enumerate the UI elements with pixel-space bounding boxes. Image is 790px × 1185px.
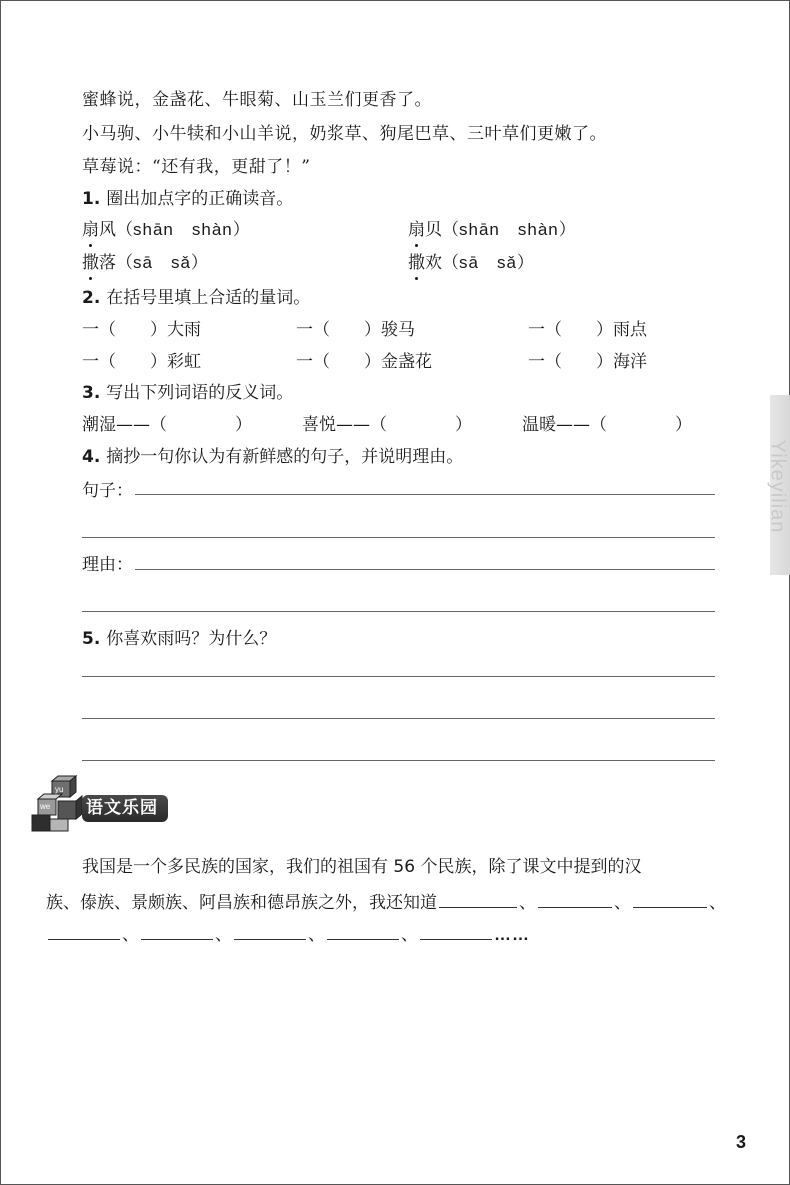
ethnic-group-blank[interactable] [234, 938, 306, 940]
q1-dotted-char: 撒 [82, 253, 99, 273]
ethnic-group-blank[interactable] [420, 938, 492, 940]
q3-item-2: 喜悦——（ ） [302, 415, 472, 435]
q3-item-3: 温暖——（ ） [522, 415, 692, 435]
q3-answer-blank[interactable]: （ ） [150, 415, 252, 435]
q1-pinyin-options[interactable]: shān shàn [133, 220, 233, 239]
sentence-answer-line-2[interactable] [82, 537, 715, 538]
question-5-title [82, 624, 276, 649]
q1-item-1: 扇风（shān shàn） [82, 220, 250, 240]
q1-dotted-char: 撒 [408, 253, 425, 273]
cube-letters-1: yu [55, 785, 64, 794]
sentence-answer-line-1[interactable] [135, 494, 715, 495]
question-2-title [82, 283, 310, 308]
question-4-number: 4. [82, 447, 101, 467]
question-1-title [82, 184, 293, 209]
page-number: 3 [736, 1132, 747, 1152]
ethnic-group-blank[interactable] [439, 906, 517, 908]
reason-label: 理由： [82, 555, 133, 575]
q3-answer-blank[interactable]: （ ） [370, 415, 472, 435]
q2-item-4[interactable]: 一（ ）彩虹 [82, 352, 201, 372]
ethnic-group-blank[interactable] [633, 906, 707, 908]
question-2-text: 在括号里填上合适的量词。 [106, 288, 311, 308]
q1-pinyin-options[interactable]: sā sǎ [459, 253, 517, 272]
section-title: 语文乐园 [82, 795, 168, 822]
q2-item-3[interactable]: 一（ ）雨点 [528, 320, 647, 340]
q5-answer-line-1[interactable] [82, 676, 715, 677]
reason-answer-line-1[interactable] [135, 569, 715, 570]
question-4-title [82, 442, 463, 467]
q2-item-5[interactable]: 一（ ）金盏花 [296, 352, 432, 372]
q2-item-2[interactable]: 一（ ）骏马 [296, 320, 415, 340]
passage-line-1: 蜜蜂说，金盏花、牛眼菊、山玉兰们更香了。 [82, 90, 432, 110]
side-tab-label: Yikeyilian [766, 439, 789, 534]
question-1-text: 圈出加点字的正确读音。 [106, 189, 294, 209]
question-5-text: 你喜欢雨吗？为什么？ [106, 629, 277, 649]
q1-item-4: 撒欢（sā sǎ） [408, 253, 534, 273]
question-1-number: 1. [82, 189, 101, 209]
ethnic-group-blank[interactable] [538, 906, 612, 908]
q1-dotted-char: 扇 [82, 220, 99, 240]
ethnic-group-blank[interactable] [48, 938, 120, 940]
q5-answer-line-3[interactable] [82, 760, 715, 761]
cube-letters-2: we [40, 802, 51, 811]
question-3-text: 写出下列词语的反义词。 [106, 383, 294, 403]
reason-answer-line-2[interactable] [82, 611, 715, 612]
q2-item-6[interactable]: 一（ ）海洋 [528, 352, 647, 372]
section-paragraph-line-1: 我国是一个多民族的国家，我们的祖国有 56 个民族，除了课文中提到的汉 [82, 857, 642, 877]
q3-answer-blank[interactable]: （ ） [590, 415, 692, 435]
q3-item-1: 潮湿——（ ） [82, 415, 252, 435]
section-paragraph-line-2: 族、傣族、景颇族、阿昌族和德昂族之外，我还知道 、 、 、 [46, 893, 726, 913]
ellipsis: …… [494, 925, 530, 944]
question-3-number: 3. [82, 383, 101, 403]
question-3-title [82, 378, 293, 403]
section-paragraph-line-3: 、 、 、 、 …… [46, 920, 530, 945]
question-2-number: 2. [82, 288, 101, 308]
q1-item-3: 撒落（sā sǎ） [82, 253, 208, 273]
question-4-text: 摘抄一句你认为有新鲜感的句子，并说明理由。 [106, 447, 464, 467]
q2-item-1[interactable]: 一（ ）大雨 [82, 320, 201, 340]
q1-dotted-char: 扇 [408, 220, 425, 240]
q1-pinyin-options[interactable]: shān shàn [459, 220, 559, 239]
ethnic-group-blank[interactable] [327, 938, 399, 940]
q1-item-2: 扇贝（shān shàn） [408, 220, 576, 240]
question-5-number: 5. [82, 629, 101, 649]
q5-answer-line-2[interactable] [82, 718, 715, 719]
passage-line-2: 小马驹、小牛犊和小山羊说，奶浆草、狗尾巴草、三叶草们更嫩了。 [82, 124, 607, 144]
passage-line-3: 草莓说：“还有我，更甜了！” [82, 157, 311, 177]
ethnic-group-blank[interactable] [141, 938, 213, 940]
q1-pinyin-options[interactable]: sā sǎ [133, 253, 191, 272]
sentence-label: 句子： [82, 481, 133, 501]
cube-blocks-icon [30, 775, 88, 833]
